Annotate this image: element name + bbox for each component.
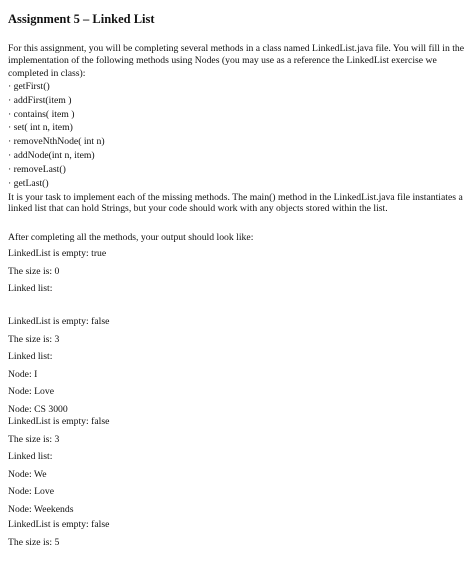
method-item: · getLast() bbox=[8, 177, 49, 189]
output-line: Node: We bbox=[8, 468, 47, 480]
output-line: Node: Weekends bbox=[8, 503, 74, 515]
method-item: · set( int n, item) bbox=[8, 122, 73, 134]
output-intro: After completing all the methods, your output should look like: bbox=[8, 232, 254, 243]
output-line: The size is: 0 bbox=[8, 265, 60, 277]
output-line: The size is: 3 bbox=[8, 433, 60, 445]
document-title: Assignment 5 – Linked List bbox=[8, 12, 155, 26]
output-line: LinkedList is empty: false bbox=[8, 416, 110, 427]
task-paragraph: It is your task to implement each of the missing methods. The main() method in the LinkedList.java file instantiates a linked list that can hold Strings, but your code should work with any objects stored within the list. bbox=[8, 192, 463, 215]
output-line: Linked list: bbox=[8, 283, 53, 295]
output-line: Node: CS 3000 bbox=[8, 403, 68, 415]
output-line: Linked list: bbox=[8, 451, 53, 463]
method-item: · getFirst() bbox=[8, 81, 50, 92]
output-block-2 bbox=[8, 313, 109, 419]
output-block-4 bbox=[8, 516, 109, 551]
output-line: Node: I bbox=[8, 368, 38, 380]
method-item: · removeLast() bbox=[8, 163, 66, 175]
output-line: Node: Love bbox=[8, 386, 55, 398]
intro-paragraph: For this assignment, you will be completing several methods in a class named LinkedList.java file. You will fill in the implementation of the following methods using Nodes (you may use as a reference the LinkedList exercise we completed in class): bbox=[8, 43, 465, 79]
methods-list bbox=[8, 80, 105, 190]
output-block-1 bbox=[8, 245, 106, 298]
output-line: LinkedList is empty: false bbox=[8, 316, 110, 327]
output-line: Node: Love bbox=[8, 486, 55, 498]
output-line: The size is: 3 bbox=[8, 333, 60, 345]
output-line: The size is: 5 bbox=[8, 536, 60, 548]
output-block-3 bbox=[8, 413, 109, 519]
method-item: · addFirst(item ) bbox=[8, 94, 72, 106]
output-line: LinkedList is empty: true bbox=[8, 248, 107, 259]
output-line: LinkedList is empty: false bbox=[8, 519, 110, 530]
method-item: · contains( item ) bbox=[8, 108, 75, 120]
method-item: · removeNthNode( int n) bbox=[8, 136, 105, 148]
method-item: · addNode(int n, item) bbox=[8, 149, 95, 161]
output-line: Linked list: bbox=[8, 351, 53, 363]
